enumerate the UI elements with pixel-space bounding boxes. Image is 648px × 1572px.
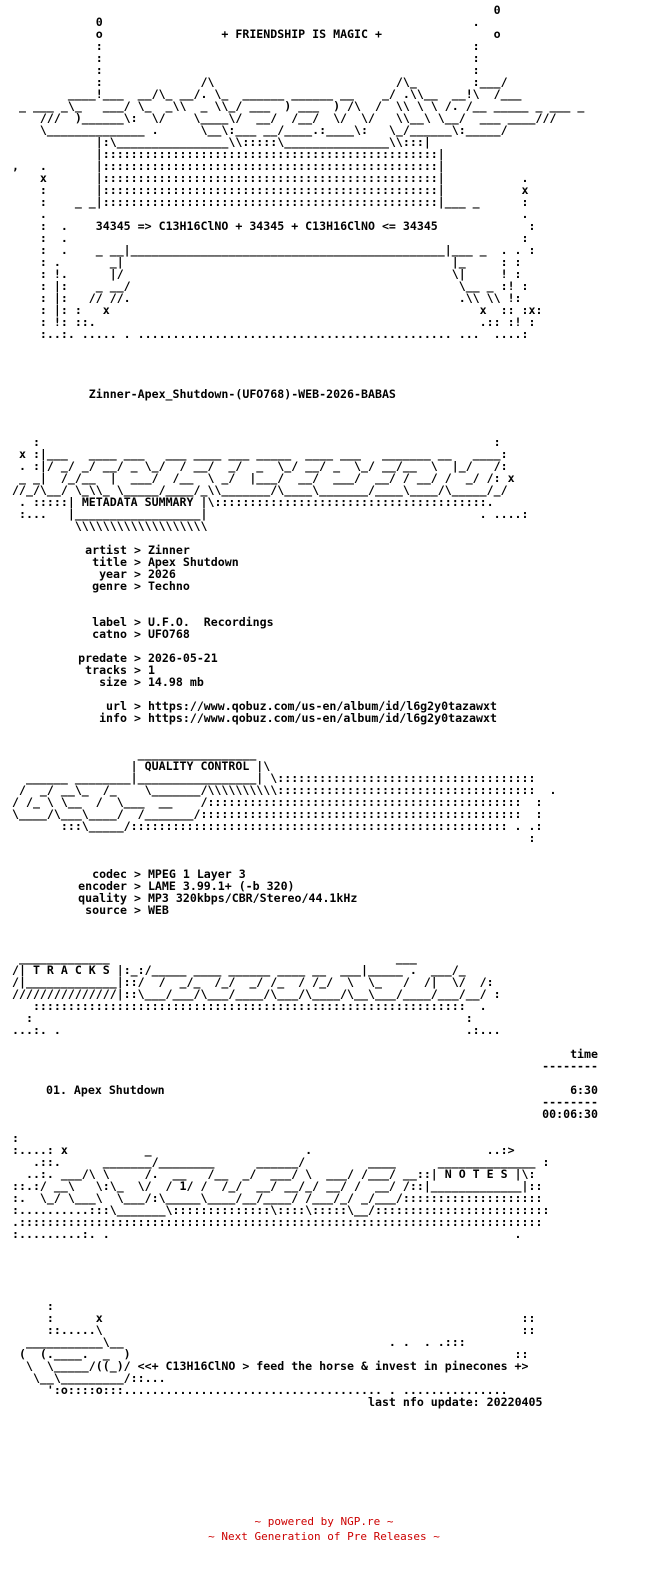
last-update: last nfo update: 20220405 — [367, 1395, 543, 1409]
tracks-total — [12, 1096, 642, 1120]
meta-value: 2026 — [147, 567, 176, 581]
formula: 34345 => C13H16ClNO + 34345 + C13H16ClNO <= 34345 — [95, 219, 438, 233]
quality-key: codec — [92, 867, 127, 881]
powered-line-2: ~ Next Generation of Pre Releases ~ — [208, 1530, 440, 1543]
slogan: + FRIENDSHIP IS MAGIC + — [221, 27, 382, 41]
quality-codec: codec > MPEG 1 Layer 3 — [12, 868, 642, 880]
track-name: 01. Apex Shutdown — [46, 1083, 165, 1097]
meta-value: 2026-05-21 — [147, 651, 218, 665]
meta-label: label > U.F.O. Recordings — [12, 616, 642, 628]
tracks-banner: _____________ ___ /| T R A C K S |:_:/_____ ____ ______ ____ __ ___|_____ . ___/_ /|_____________|::/ / _/_ /_/ _/ /_ / /_/ \ \_ / /| \/ /: ///////////////|::\___/___/\___/____/\___/\____/\__\___/____/___/__/ : :::::::::::::::::::::::::::::::::::::::::::::::::::::::::::::: . : : ...:. . .:... — [12, 951, 501, 1037]
notes-title: N O T E S — [444, 1167, 508, 1181]
meta-key: title — [92, 555, 127, 569]
quality-encoder: encoder > LAME 3.99.1+ (-b 320) — [12, 880, 642, 892]
tracks-rule-bottom: -------- — [542, 1095, 598, 1109]
meta-key: genre — [92, 579, 127, 593]
quality-key: quality — [78, 891, 127, 905]
metadata-list — [12, 544, 642, 724]
meta-value: 1 — [147, 663, 155, 677]
meta-key: url — [106, 699, 127, 713]
meta-url-link[interactable]: https://www.qobuz.com/us-en/album/id/l6g2y0tazawxt — [147, 699, 497, 713]
quality-value: MPEG 1 Layer 3 — [147, 867, 246, 881]
release-name: Zinner-Apex_Shutdown-(UFO768)-WEB-2026-BABAS — [88, 387, 396, 401]
quality-key: encoder — [78, 879, 127, 893]
notes-footer-art: : : x :: ::.....\ :: ___________\__ . . . .::: ( (.____. _ ) :: \ \_____/((_)/ <<+ C13H16ClNO > feed the horse & invest in pinecones +> \__\_________/::... ':o::::o:::..................................... . ............... — [18, 1299, 536, 1397]
meta-key: size — [99, 675, 127, 689]
meta-catno: catno > UFO768 — [12, 628, 642, 640]
meta-value: Apex Shutdown — [147, 555, 239, 569]
track-duration: 6:30 — [570, 1083, 598, 1097]
tagline: <<+ C13H16ClNO > feed the horse & invest in pinecones +> — [137, 1359, 529, 1373]
last-update-line — [12, 1396, 642, 1408]
meta-value: Zinner — [147, 543, 190, 557]
tracks-header — [12, 1048, 642, 1084]
quality-banner: _________________ | QUALITY CONTROL |\ ______ ________|_________________| \::::::::::::::::::::::::::::::::::::: / _/ __\_ /_ \_______/\\\\\\\\\\::::::::::::::::::::::::::::::::::::: . / /_ \ \__ / \___ __ /::::::::::::::::::::::::::::::::::::::::::::: : \____/\___\____/ /_______/:::::::::::::::::::::::::::::::::::::::::::::: : :::\_____/:::::::::::::::::::::::::::::::::::::::::::::::::::::: . .: : — [12, 747, 557, 845]
quality-source: source > WEB — [12, 904, 642, 916]
meta-artist: artist > Zinner — [12, 544, 642, 556]
tracks-time-header: time — [570, 1047, 598, 1061]
meta-info-link[interactable]: https://www.qobuz.com/us-en/album/id/l6g2y0tazawxt — [147, 711, 497, 725]
quality-key: source — [85, 903, 127, 917]
meta-year: year > 2026 — [12, 568, 642, 580]
meta-value: U.F.O. Recordings — [147, 615, 274, 629]
header-art-top: 0 0 . o + FRIENDSHIP IS MAGIC + o : : : : : : : /\ /\_ :___/ ____!___ __/\_ __/. \_ ______ ______ __ _/ .\\__ __!\ /___ _ ___ _\_ ___/ \_ _\\ _ \\_/ ___ ) ___ ) /\ / \\ \ \ /. /__ _____ _ ___ _ /// )______\: \/ \____\/ __/ /__/ \/ \/ \\__\ \__/ ___ ____/// \______________ . \__\:___ __/____.:____\: \_/______\:_____/ |:\________________\\:::::\_______________\\:::| |::::::::::::::::::::::::::::::::::::::::::::::::| , . |::::::::::::::::::::::::::::::::::::::::::::::::| x |::::::::::::::::::::::::::::::::::::::::::::::::| . : |::::::::::::::::::::::::::::::::::::::::::::::::| x : _ _|::::::::::::::::::::::::::::::::::::::::::::::::|___ _ : . . : . 34345 => C13H16ClNO + 34345 + C13H16ClNO <= 34345 : : . : : . _ __|_____________________________________________|___ _ . . : : . _| |_ : : : !. |/ \| ! : : |: _ __/ \__ _ :! : : |: // //. .\\ \\ !: : |: : x x :: :x: : !: ::. .:: :! : :..:. ..... . ............................................. ... ....: — [12, 3, 585, 341]
quality-title: QUALITY CONTROL — [144, 759, 250, 773]
metadata-banner: : : x :|___ ____ ___ ___ ____ ___ _____ ____ ___ _______ __ ____: . :|/ _/ _/ __/ _ \_/ / __/ _/ _ \_/ __/ _ \_/ __/__ \ |_/ /: _ _| /_/__ | ___/ /__ \ _/ |___/ __/ ___/ __/ / __/ / _/ /: x //_/\__/ \_\\_ \_____/____/_\\_______/\____\_______/____\____/\_____/_/ . :::::| METADATA SUMMARY |\:::::::::::::::::::::::::::::::::::::::. :... |__________________| . ....: \\\\\\\\\\\\\\\\\\\ — [12, 435, 529, 533]
meta-key: label — [92, 615, 127, 629]
powered-by — [0, 1514, 648, 1544]
meta-tracks: tracks > 1 — [12, 664, 642, 676]
meta-value: Techno — [147, 579, 190, 593]
meta-info: info > https://www.qobuz.com/us-en/album/id/l6g2y0tazawxt — [12, 712, 642, 724]
meta-key: predate — [78, 651, 127, 665]
quality-value: MP3 320kbps/CBR/Stereo/44.1kHz — [147, 891, 358, 905]
meta-key: tracks — [85, 663, 127, 677]
powered-line-1[interactable]: ~ powered by NGP.re ~ — [254, 1515, 394, 1528]
meta-value: UFO768 — [147, 627, 190, 641]
meta-url: url > https://www.qobuz.com/us-en/album/id/l6g2y0tazawxt — [12, 700, 642, 712]
meta-key: artist — [85, 543, 127, 557]
meta-genre: genre > Techno — [12, 580, 642, 592]
meta-size: size > 14.98 mb — [12, 676, 642, 688]
meta-predate: predate > 2026-05-21 — [12, 652, 642, 664]
meta-key: year — [99, 567, 127, 581]
nfo-document — [12, 4, 642, 1408]
tracks-title: T R A C K S — [32, 963, 110, 977]
release-line — [12, 388, 642, 400]
tracks-total-time: 00:06:30 — [542, 1107, 598, 1121]
meta-key: catno — [92, 627, 127, 641]
meta-key: info — [99, 711, 127, 725]
quality-value: LAME 3.99.1+ (-b 320) — [147, 879, 295, 893]
quality-quality: quality > MP3 320kbps/CBR/Stereo/44.1kHz — [12, 892, 642, 904]
tracks-rule-top: -------- — [542, 1059, 598, 1073]
notes-banner: : :....: x _ . ..:> .::. _______/________ ______/ ____ ______________ : ..:. ___/\ \ /. __ /__ _/ ___/ \ ___/ /___/ __::| N O T E S |\: ::.:/ __\ \:\_ \/ / 1/ / /_/ __/ __/_/ __/ / __/ /::|_____________|:: :. \_/ \___\ \___/:\_____\____/__/____/ /___/_/ _/___/:::::::::::::::::::: :..........:::\_______\::::::::::::::\::::\:::::\__/::::::::::::::::::::::::: .::::::::::::::::::::::::::::::::::::::::::::::::::::::::::::::::::::::::::: :.........:. . . — [12, 1131, 550, 1241]
quality-list — [12, 868, 642, 916]
quality-value: WEB — [147, 903, 169, 917]
metadata-title: METADATA SUMMARY — [81, 495, 194, 509]
meta-value: 14.98 mb — [147, 675, 204, 689]
meta-title: title > Apex Shutdown — [12, 556, 642, 568]
